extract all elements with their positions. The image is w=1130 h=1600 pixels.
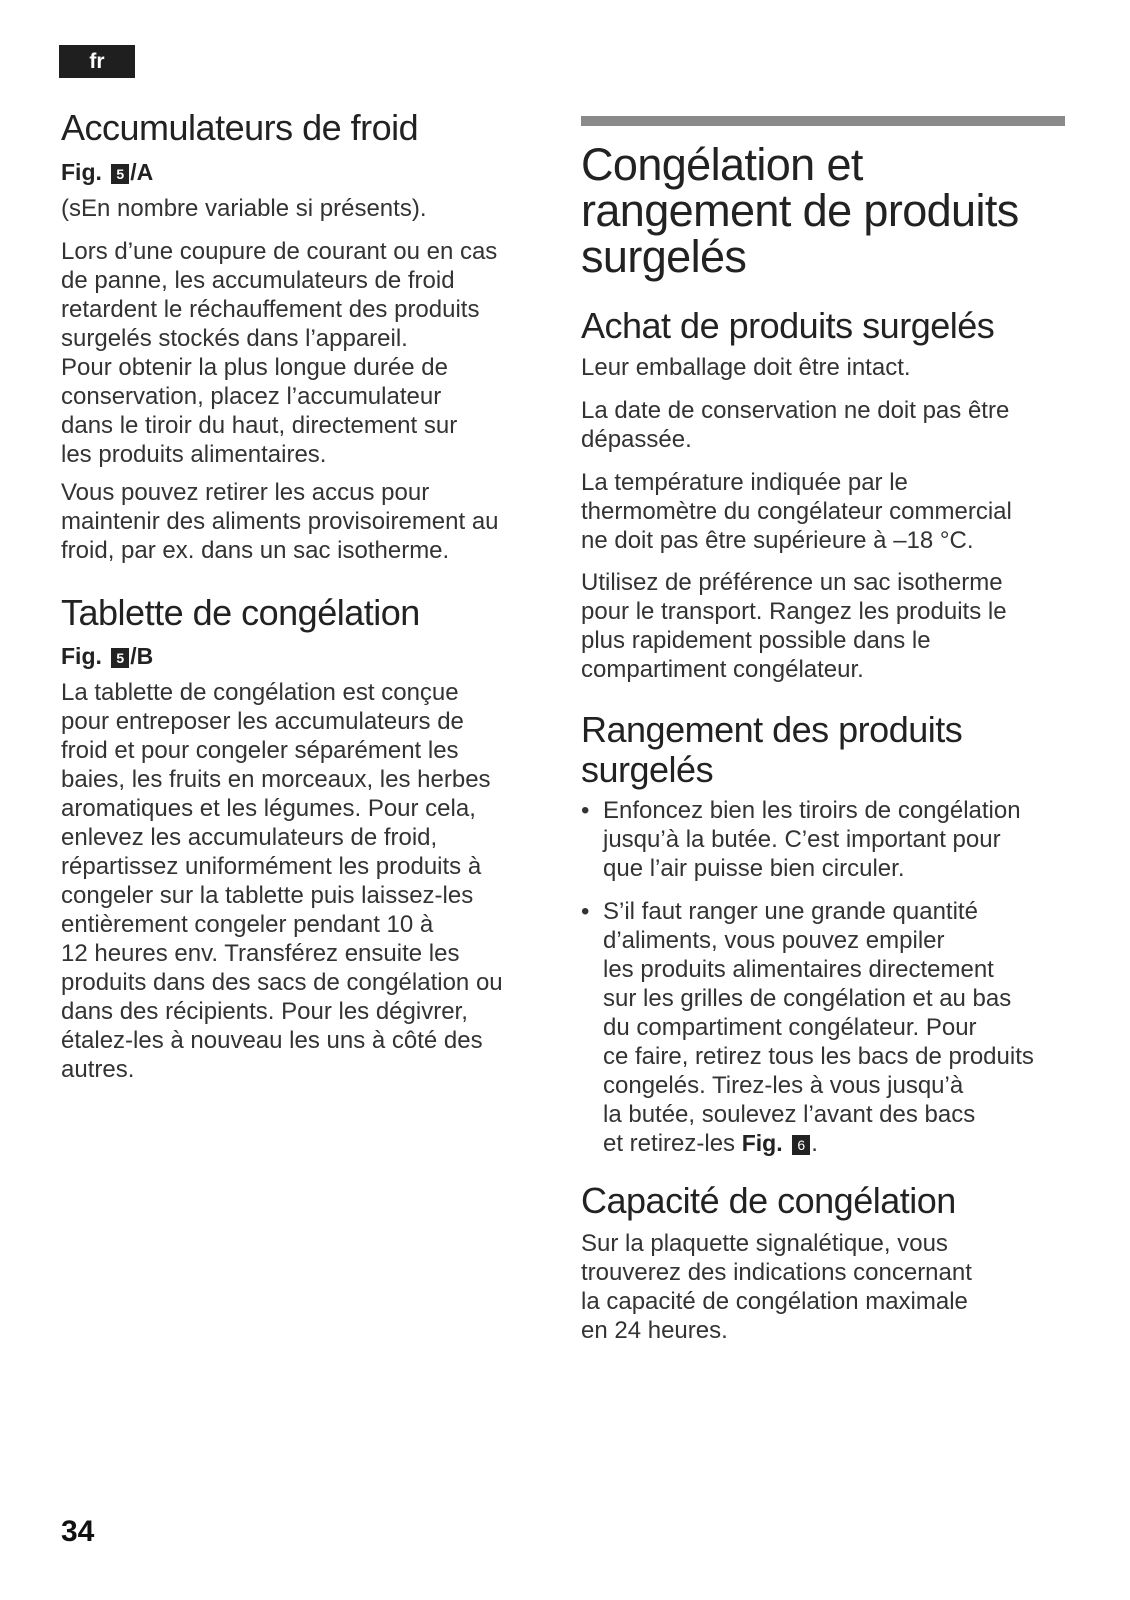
line: Utilisez de préférence un sac isotherme xyxy=(581,569,1003,596)
section-title-capacite: Capacité de congélation xyxy=(581,1180,956,1221)
fig-prefix: Fig. xyxy=(741,1130,783,1156)
paragraph-achat-2 xyxy=(581,396,1009,454)
line: surgelés stockés dans l’appareil. xyxy=(61,325,408,352)
figure-ref-5b xyxy=(61,642,153,670)
note-text: (sEn nombre variable si présents). xyxy=(61,195,427,222)
language-label: fr xyxy=(89,49,105,73)
fig-suffix: /A xyxy=(130,159,154,185)
line: retardent le réchauffement des produits xyxy=(61,296,480,323)
line: la butée, soulevez l’avant des bacs xyxy=(603,1101,976,1128)
line: trouverez des indications concernant xyxy=(581,1259,972,1286)
line: répartissez uniformément les produits à xyxy=(61,853,482,880)
paragraph-tablette xyxy=(61,678,503,1084)
line: d’aliments, vous pouvez empiler xyxy=(603,927,945,954)
bullet-item xyxy=(581,796,1034,883)
line: dépassée. xyxy=(581,426,692,453)
fig-number-box: 5 xyxy=(111,164,129,184)
line: la capacité de congélation maximale xyxy=(581,1288,968,1315)
line: produits dans des sacs de congélation ou xyxy=(61,969,503,996)
line: Enfoncez bien les tiroirs de congélation xyxy=(603,797,1021,824)
paragraph-accumulateurs-1 xyxy=(61,237,497,469)
title-line: surgelés xyxy=(581,749,714,790)
paragraph-accumulateurs-2 xyxy=(61,478,499,565)
section-title-accumulateurs: Accumulateurs de froid xyxy=(61,107,419,148)
language-tab xyxy=(59,45,135,78)
bullet-item xyxy=(581,897,1034,1158)
page-number: 34 xyxy=(61,1515,95,1548)
line: aromatiques et les légumes. Pour cela, xyxy=(61,795,476,822)
line: ne doit pas être supérieure à –18 °C. xyxy=(581,527,974,554)
fig-number-box: 6 xyxy=(792,1135,810,1155)
bullet-dot: • xyxy=(581,898,590,925)
main-title xyxy=(581,139,1019,282)
paragraph-capacite xyxy=(581,1229,972,1345)
line: dans des récipients. Pour les dégivrer, xyxy=(61,998,468,1025)
line: et retirez-les xyxy=(603,1130,742,1157)
line: entièrement congeler pendant 10 à xyxy=(61,911,434,938)
line: S’il faut ranger une grande quantité xyxy=(603,898,978,925)
paragraph-achat-4 xyxy=(581,568,1007,684)
line: plus rapidement possible dans le xyxy=(581,627,931,654)
title-line: surgelés xyxy=(581,231,747,282)
line: congeler sur la tablette puis laissez-les xyxy=(61,882,474,909)
line: pour entreposer les accumulateurs de xyxy=(61,708,464,735)
line: La température indiquée par le xyxy=(581,469,908,496)
line: compartiment congélateur. xyxy=(581,656,864,683)
line: les produits alimentaires directement xyxy=(603,956,994,983)
line: autres. xyxy=(61,1056,135,1083)
line: étalez-les à nouveau les uns à côté des xyxy=(61,1027,483,1054)
line: maintenir des aliments provisoirement au xyxy=(61,508,499,535)
line: que l’air puisse bien circuler. xyxy=(603,855,905,882)
section-title-achat: Achat de produits surgelés xyxy=(581,305,995,346)
section-title-rangement xyxy=(581,710,962,790)
line: Sur la plaquette signalétique, vous xyxy=(581,1230,948,1257)
line: 12 heures env. Transférez ensuite les xyxy=(61,940,460,967)
line: froid, par ex. dans un sac isotherme. xyxy=(61,537,450,564)
line: congelés. Tirez-les à vous jusqu’à xyxy=(603,1072,964,1099)
line: sur les grilles de congélation et au bas xyxy=(603,985,1012,1012)
line: dans le tiroir du haut, directement sur xyxy=(61,412,458,439)
line: enlevez les accumulateurs de froid, xyxy=(61,824,438,851)
line: La tablette de congélation est conçue xyxy=(61,679,459,706)
line: froid et pour congeler séparément les xyxy=(61,737,459,764)
line: Pour obtenir la plus longue durée de xyxy=(61,354,448,381)
line: du compartiment congélateur. Pour xyxy=(603,1014,977,1041)
bullet-dot: • xyxy=(581,797,590,824)
line: les produits alimentaires. xyxy=(61,441,327,468)
line: conservation, placez l’accumulateur xyxy=(61,383,442,410)
line: Leur emballage doit être intact. xyxy=(581,354,911,381)
rangement-bullet-list xyxy=(581,796,1034,1158)
paragraph-achat-1 xyxy=(581,353,911,382)
line: baies, les fruits en morceaux, les herbes xyxy=(61,766,491,793)
line: de panne, les accumulateurs de froid xyxy=(61,267,455,294)
line: jusqu’à la butée. C’est important pour xyxy=(603,826,1001,853)
header-rule xyxy=(581,116,1065,126)
line: en 24 heures. xyxy=(581,1317,728,1344)
fig-prefix: Fig. xyxy=(61,159,102,185)
fig-prefix: Fig. xyxy=(61,643,102,669)
line: thermomètre du congélateur commercial xyxy=(581,498,1012,525)
line: Lors d’une coupure de courant ou en cas xyxy=(61,238,498,265)
paragraph-achat-3 xyxy=(581,468,1012,555)
line: La date de conservation ne doit pas être xyxy=(581,397,1010,424)
title-line: Congélation et xyxy=(581,139,863,190)
title-line: Rangement des produits xyxy=(581,709,963,750)
line-end: . xyxy=(811,1130,818,1157)
line: pour le transport. Rangez les produits le xyxy=(581,598,1007,625)
section-title-tablette: Tablette de congélation xyxy=(61,592,420,633)
fig-number-box: 5 xyxy=(111,648,129,668)
line: ce faire, retirez tous les bacs de produits xyxy=(603,1043,1034,1070)
fig-suffix: /B xyxy=(130,643,154,669)
figure-ref-5a xyxy=(61,158,153,186)
line: Vous pouvez retirer les accus pour xyxy=(61,479,430,506)
title-line: rangement de produits xyxy=(581,185,1019,236)
